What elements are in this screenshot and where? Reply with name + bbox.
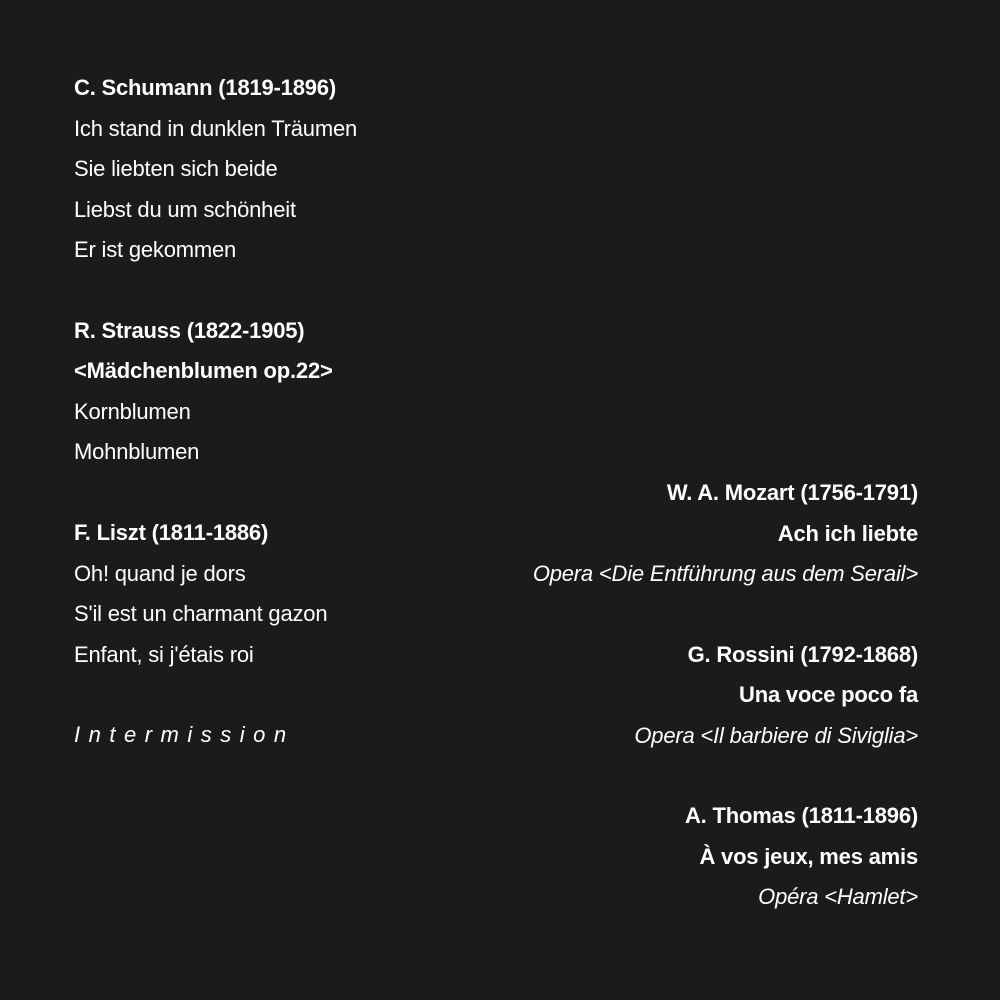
mozart-source: Opera <Die Entführung aus dem Serail> [532,561,918,586]
mozart-piece: Ach ich liebte [777,521,918,546]
strauss-piece-1: Kornblumen [74,399,191,424]
intermission-label: Intermission [74,722,295,747]
rossini-source: Opera <Il barbiere di Siviglia> [634,723,918,748]
schumann-piece-2: Sie liebten sich beide [74,156,278,181]
liszt-piece-1: Oh! quand je dors [74,561,246,586]
liszt-composer: F. Liszt (1811-1886) [74,520,269,545]
schumann-piece-3: Liebst du um schönheit [74,197,296,222]
strauss-piece-2: Mohnblumen [74,439,200,464]
thomas-source: Opéra <Hamlet> [758,884,918,909]
schumann-piece-1: Ich stand in dunklen Träumen [74,116,358,141]
strauss-composer: R. Strauss (1822-1905) [74,318,305,343]
rossini-composer: G. Rossini (1792-1868) [687,642,918,667]
thomas-composer: A. Thomas (1811-1896) [684,803,918,828]
liszt-piece-3: Enfant, si j'étais roi [74,642,254,667]
strauss-set-title: <Mädchenblumen op.22> [74,358,333,383]
thomas-piece: À vos jeux, mes amis [699,844,918,869]
liszt-piece-2: S'il est un charmant gazon [74,601,328,626]
schumann-composer: C. Schumann (1819-1896) [74,75,336,100]
schumann-piece-4: Er ist gekommen [74,237,237,262]
mozart-composer: W. A. Mozart (1756-1791) [666,480,918,505]
rossini-piece: Una voce poco fa [739,682,918,707]
